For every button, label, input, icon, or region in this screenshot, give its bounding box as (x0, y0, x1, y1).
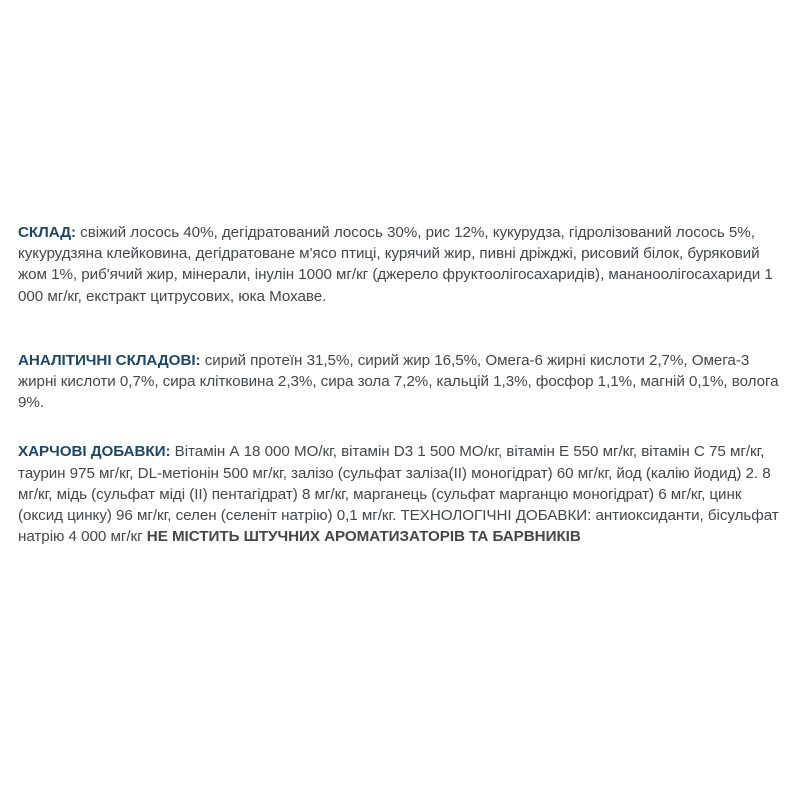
no-artificial-notice: НЕ МІСТИТЬ ШТУЧНИХ АРОМАТИЗАТОРІВ ТА БАРВНИКІВ (146, 528, 581, 546)
analytic-paragraph (18, 350, 788, 414)
composition-paragraph (18, 222, 788, 307)
additives-text: Вітамін А 18 000 МО/кг, вітамін D3 1 500 МО/кг, вітамін Е 550 мг/кг, вітамін С 75 мг/кг, таурин 975 мг/кг, DL-метіонін 500 мг/кг, залізо (сульфат заліза(II) моногідрат) 60 мг/кг, йод (калію йодид) 2. 8 мг/кг, мідь (сульфат міді (II) пентагідрат) 8 мг/кг, марганець (сульфат марганцю моногідрат) 6 мг/кг, цинк (оксид цинку) 96 мг/кг, селен (селеніт натрію) 0,1 мг/кг. ТЕХНОЛОГІЧНІ ДОБАВКИ: антиоксиданти, бісульфат натрію 4 000 мг/кг (18, 443, 779, 546)
analytic-text: сирий протеїн 31,5%, сирий жир 16,5%, Омега-6 жирні кислоти 2,7%, Омега-3 жирні кислоти 0,7%, сира клітковина 2,3%, сира зола 7,2%, кальцій 1,3%, фосфор 1,1%, магній 0,1%, волога 9%. (18, 351, 779, 412)
additives-paragraph (18, 441, 788, 547)
analytic-label: АНАЛІТИЧНІ СКЛАДОВІ: (18, 351, 201, 369)
composition-text: свіжий лосось 40%, дегідратований лосось 30%, рис 12%, кукурудза, гідролізований лосось 5%, кукурудзяна клейковина, дегідратоване м'ясо птиці, курячий жир, пивні дріжджі, рисовий білок, буряковий жом 1%, риб'ячий жир, мінерали, інулін 1000 мг/кг (джерело фруктоолігосахаридів), мананоолігосахариди 1 000 мг/кг, екстракт цитрусових, юка Мохаве. (18, 224, 773, 305)
composition-label: СКЛАД: (18, 224, 77, 241)
ingredients-document (18, 222, 788, 547)
additives-label: ХАРЧОВІ ДОБАВКИ: (18, 443, 171, 461)
